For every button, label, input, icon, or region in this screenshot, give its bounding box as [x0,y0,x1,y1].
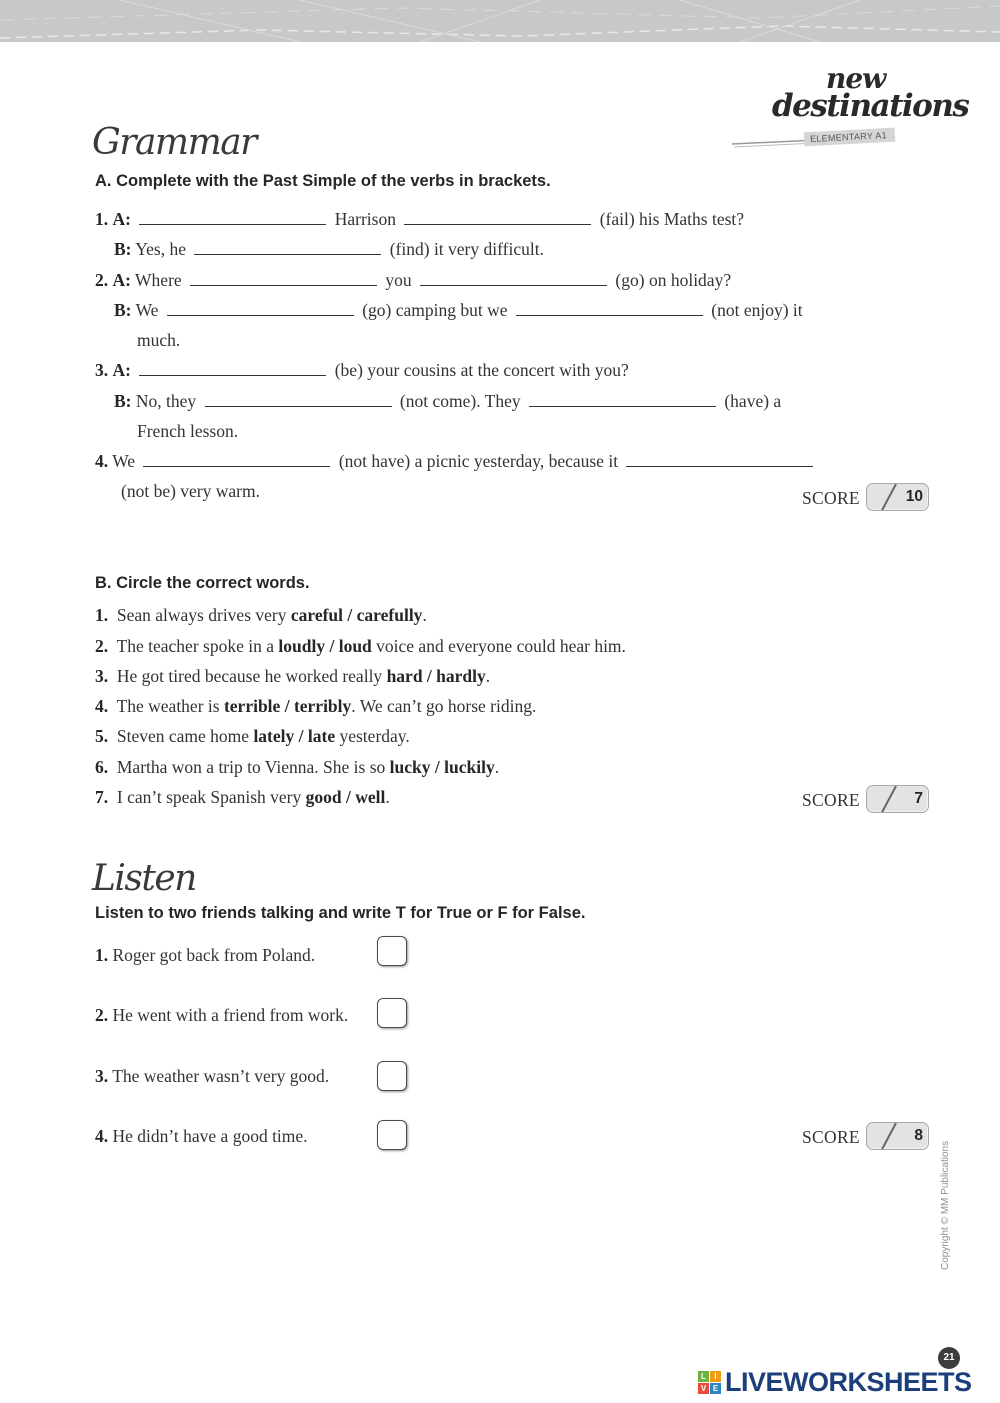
brand-level: ELEMENTARY A1 [804,128,896,147]
brand-logo [730,62,969,154]
circle-item-7 [95,786,390,808]
line-text: Where [135,270,182,290]
grammar-a-line-6 [95,359,629,381]
score-slash [879,1123,896,1150]
line-text: (not have) a picnic yesterday, because it [338,451,619,471]
item-number: 1. [95,945,109,965]
score-slash [879,484,896,511]
option-separator: / [426,666,432,686]
grammar-a-line-4 [114,299,803,321]
item-text: The weather wasn’t very good. [112,1066,330,1086]
line-text: Yes, he [135,239,186,259]
line-text: (find) it very difficult. [389,239,544,259]
listen-item-3 [95,1065,329,1087]
score-box [866,785,929,813]
item-text: He went with a friend from work. [112,1005,349,1025]
listen-item-2 [95,1004,348,1026]
item-number: 5. [95,726,109,746]
option-1[interactable]: good [305,787,342,807]
line-text: (have) a [724,391,782,411]
item-number: 3. [95,666,109,686]
grammar-a-instruction: A. Complete with the Past Simple of the verbs in brackets. [95,172,551,190]
circle-item-2 [95,635,626,657]
speaker-label: B: [114,300,132,320]
item-text: . [494,757,500,777]
logo-tile: V [698,1383,709,1394]
item-number: 4. [95,696,109,716]
item-text: He didn’t have a good time. [112,1126,308,1146]
option-2[interactable]: late [307,726,336,746]
circle-item-1 [95,604,427,626]
item-text: . [485,666,491,686]
speaker-label: B: [114,239,132,259]
score-label: SCORE [802,790,860,810]
answer-box[interactable] [377,998,407,1028]
item-number: 7. [95,787,109,807]
grammar-title: Grammar [92,122,256,163]
item-text: voice and everyone could hear him. [376,636,626,656]
answer-blank[interactable] [167,300,354,316]
option-1[interactable]: terrible [223,696,281,716]
logo-text: LIVEWORKSHEETS [725,1367,972,1397]
page-number: 21 [938,1347,960,1369]
score-label: SCORE [802,488,860,508]
answer-blank[interactable] [143,451,330,467]
answer-blank[interactable] [404,209,591,225]
line-text: No, they [135,391,197,411]
grammar-a-line-8: French lesson. [137,421,239,441]
logo-tiles-icon [698,1371,722,1395]
item-text: The teacher spoke in a [116,636,274,656]
item-text: He got tired because he worked really [116,666,383,686]
score-box [866,1122,929,1150]
line-text: Harrison [334,209,396,229]
grammar-a-line-3 [95,269,731,291]
option-2[interactable]: well [355,787,386,807]
option-2[interactable]: luckily [444,757,495,777]
score-total: 8 [914,1127,923,1144]
grammar-a-score [802,483,930,513]
circle-item-3 [95,665,490,687]
liveworksheets-logo[interactable] [698,1369,994,1397]
grammar-a-line-9 [95,450,817,472]
item-text: . [422,605,427,625]
item-number: 2. [95,270,109,290]
item-number: 1. [95,209,109,229]
line-text: (go) on holiday? [615,270,732,290]
answer-blank[interactable] [205,391,392,407]
circle-item-4 [95,695,536,717]
speaker-label: A: [112,270,131,290]
item-text: I can’t speak Spanish very [116,787,302,807]
circle-item-5 [95,725,410,747]
score-slash [879,786,896,813]
item-text: Steven came home [116,726,250,746]
item-number: 1. [95,605,109,625]
header-band [0,0,1000,42]
grammar-b-score [802,785,930,815]
logo-tile: L [698,1371,709,1382]
score-label: SCORE [802,1127,860,1147]
item-number: 6. [95,757,109,777]
answer-blank[interactable] [139,360,326,376]
listen-item-1 [95,944,315,966]
answer-box[interactable] [377,1120,407,1150]
line-text: you [385,270,412,290]
answer-box[interactable] [377,1061,407,1091]
item-number: 3. [95,360,109,380]
answer-blank[interactable] [626,451,813,467]
line-text: (be) your cousins at the concert with you? [334,360,629,380]
speaker-label: A: [112,360,131,380]
answer-box[interactable] [377,936,407,966]
item-number: 4. [95,451,109,471]
item-text: Sean always drives very [116,605,287,625]
option-1[interactable]: loudly [278,636,326,656]
circle-item-6 [95,756,499,778]
item-text: Roger got back from Poland. [112,945,316,965]
copyright-notice: Copyright © MM Publications [940,1140,951,1270]
option-separator: / [329,636,335,656]
option-1[interactable]: lately [253,726,295,746]
speaker-label: A: [112,209,131,229]
option-separator: / [347,605,353,625]
option-separator: / [345,787,351,807]
line-text: We [112,451,136,471]
grammar-a-line-1 [95,208,744,230]
speaker-label: B: [114,391,132,411]
score-box [866,483,929,511]
listen-instruction: Listen to two friends talking and write T for True or F for False. [95,904,586,922]
line-text: (fail) his Maths test? [599,209,745,229]
listen-score [802,1122,930,1152]
logo-tile: I [710,1371,721,1382]
logo-tile: E [710,1383,721,1394]
grammar-a-line-2 [114,238,544,260]
line-text: (go) camping but we [362,300,508,320]
answer-blank[interactable] [529,391,716,407]
line-text: (not enjoy) it [711,300,803,320]
grammar-a-line-5: much. [137,330,181,350]
line-text: We [135,300,159,320]
answer-blank[interactable] [190,270,377,286]
brand-line1: new [826,62,886,95]
item-number: 2. [95,1005,109,1025]
answer-blank[interactable] [420,270,607,286]
item-number: 2. [95,636,109,656]
grammar-a-line-7 [114,390,781,412]
option-1[interactable]: lucky [389,757,431,777]
item-text: Martha won a trip to Vienna. She is so [116,757,386,777]
listen-item-4 [95,1125,308,1147]
score-total: 7 [914,790,923,807]
option-2[interactable]: loud [338,636,372,656]
item-number: 4. [95,1126,109,1146]
option-1[interactable]: hard [386,666,423,686]
header-pattern [0,0,1000,42]
score-total: 10 [905,488,923,505]
answer-blank[interactable] [194,239,381,255]
brand-line2: destinations [772,88,969,124]
option-separator: / [434,757,440,777]
line-text: (not come). They [399,391,521,411]
listen-title: Listen [92,858,196,899]
answer-blank[interactable] [139,209,326,225]
option-2[interactable]: carefully [356,605,423,625]
option-separator: / [298,726,304,746]
grammar-a-line-10: (not be) very warm. [121,481,260,501]
option-1[interactable]: careful [290,605,344,625]
item-text: . We can’t go horse riding. [351,696,537,716]
item-text: . [385,787,390,807]
item-number: 3. [95,1066,109,1086]
item-text: yesterday. [339,726,410,746]
option-separator: / [284,696,290,716]
option-2[interactable]: terribly [293,696,352,716]
answer-blank[interactable] [516,300,703,316]
item-text: The weather is [116,696,220,716]
grammar-b-instruction: B. Circle the correct words. [95,574,310,592]
option-2[interactable]: hardly [436,666,486,686]
